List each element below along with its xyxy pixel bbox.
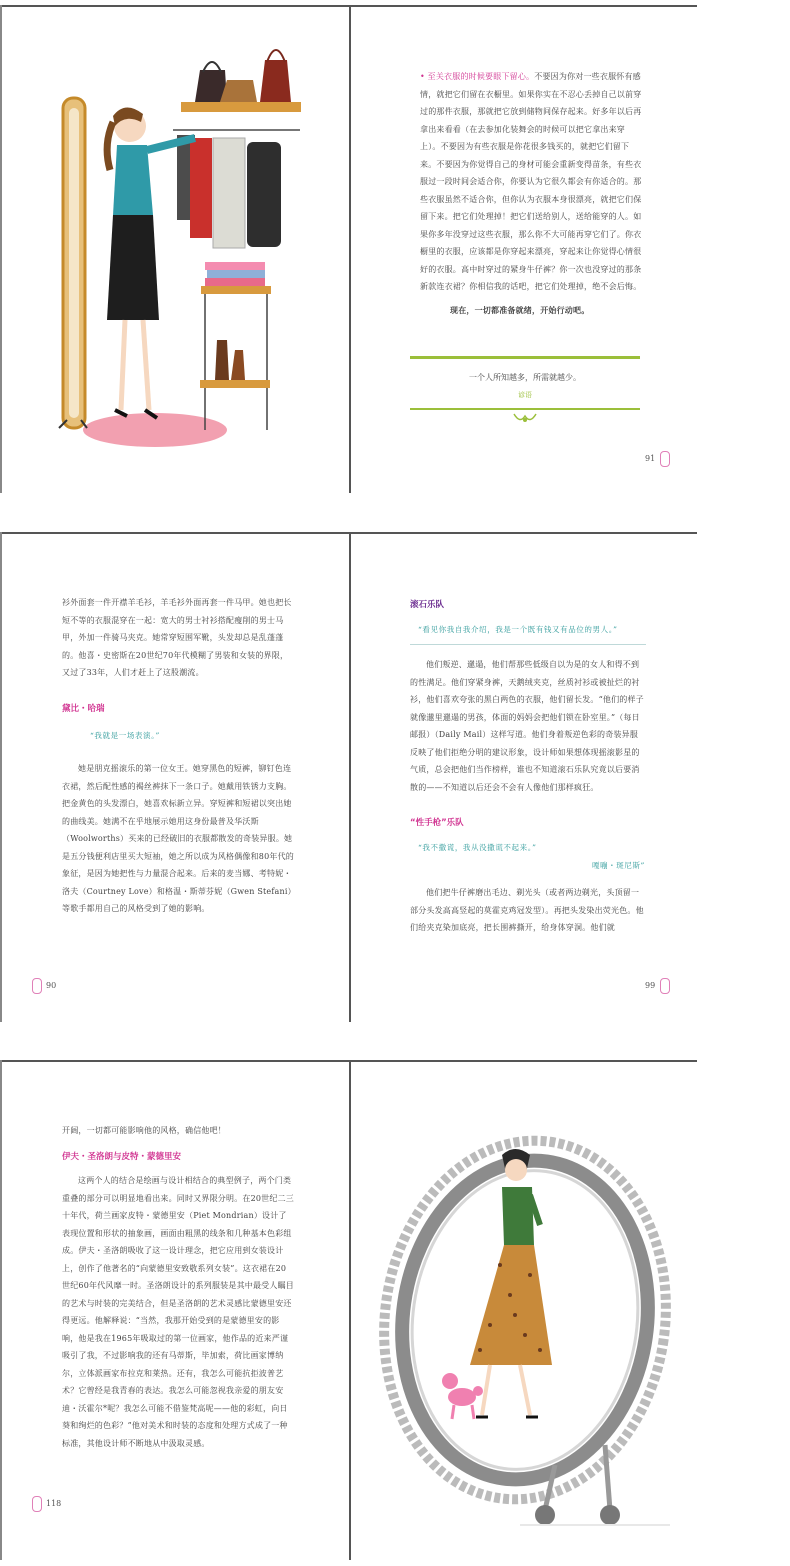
boxed-quote: 一个人所知越多，所需就越少。 xyxy=(469,373,581,382)
page-number: 90 xyxy=(46,981,57,990)
page-118-intro: 开阔，一切都可能影响他的风格，确信他吧！ xyxy=(62,1126,226,1135)
ornament-icon xyxy=(512,410,538,426)
section-quote-debbie: “我就是一场表演。” xyxy=(90,731,160,740)
section-body-ysl-text: 这两个人的结合是绘画与设计相结合的典型例子，两个门类重叠的部分可以明显地看出来。同时又界限分明。在20世纪二三十年代，荷兰画家皮特・蒙德里安（Piet Mondrian）设计了表现位置和形状的抽象画，画面由粗黑的线条和几种基本色彩组成。伊夫・圣洛朗吸收了这一设计理念，把它应用到女装设计上，创作了他著名的“向蒙德里安致敬系列女装”。这衣裙在20世纪60年代风靡一时。圣洛朗设计的系列服装是其中最受人瞩目的艺术与时装的完美结合，但是圣洛朗的艺术灵感比蒙德里安还得更远。他解释说：“当然，我那开始受到的是蒙德里安的影响，他是我在1965年吸取过的第一位画家，他作品的近来严谨吸引了我，不过影响我的还有马蒂斯，毕加索，荷比画家博纳尔，立体派画家布拉克和莱热。还有，我怎么可能抗拒波普艺术？它曾经是我青春的表达。我怎么可能忽视我亲爱的朋友安迪・沃霍尔*呢？我怎么可能不借鉴梵高呢——他的彩虹，向日葵和绚烂的色彩？”他对美术和时装的态度和处理方式成了一种标准，其他设计师不断地从中汲取灵感。 xyxy=(62,1176,294,1448)
left-edge-rule xyxy=(0,1060,2,1560)
spread-3 xyxy=(0,1060,790,1566)
quote-box-top-bar xyxy=(410,356,640,359)
section-quote-stones: “看见你我自我介绍，我是一个既有钱又有品位的男人。” xyxy=(418,625,618,634)
closing-line: 现在，一切都准备就绪，开始行动吧。 xyxy=(450,305,590,315)
page-marker-icon xyxy=(660,978,670,994)
mirror-woman-illustration xyxy=(370,1125,680,1535)
section-body-stones xyxy=(410,656,646,796)
section-heading-debbie: 黛比・哈瑞 xyxy=(62,704,105,714)
page-number: 99 xyxy=(645,981,656,990)
section-heading-pistols: “性手枪”乐队 xyxy=(410,818,464,828)
intro-paragraph: 衫外面套一件开襟羊毛衫，羊毛衫外面再套一件马甲。她也把长短不等的衣服混穿在一起：宽大的男士衬衫搭配瘦削的男士马甲，外加一件骑马夹克。她常穿短围军靴，头发却总是乱蓬蓬的。他喜・史密斯在20世纪70年代模糊了男装和女装的界限，又过了33年，人们才赶上了这股潮流。 xyxy=(62,598,292,677)
page-marker-icon xyxy=(660,451,670,467)
section-body-debbie-text: 她是朋克摇滚乐的第一位女王。她穿黑色的短裤，铆钉色连衣裙，然后配性感的褐丝裤抹下一条口子。她戴用铁锈力支胸。把金黄色的头发漂白，她喜欢标新立异。穿短裤和短裙以突出她的曲线美。她满不在乎地展示她用这身份最普及华沃斯（Woolworths）买来的已经破旧的衣服都散发的奇装异服。她是五分钱便利店里买大短袖，她之所以成为风格偶像和80年代的象征，是因为她把性与力量混合起来。后来的麦当娜、考特妮・洛夫（Courtney Love）和格温・斯蒂芬妮（Gwen Stefani）等歌手都用自己的风格受到了她的影响。 xyxy=(62,764,294,913)
section-body-ysl xyxy=(62,1172,294,1452)
teal-rule xyxy=(410,644,646,645)
section-body-debbie xyxy=(62,760,294,918)
section-heading-ysl: 伊夫・圣洛朗与皮特・蒙德里安 xyxy=(62,1152,182,1162)
paragraph-body: 不要因为你对一些衣服怀有感情，就把它们留在衣橱里。如果你实在不忍心丢掉自己以前穿过的那件衣服，那就把它放到储物间保存起来。好多年以后再拿出来看看（在去参加化装舞会的时候可以把它拿出来穿上）。不要因为有些衣服是你花很多钱买的，就把它们留下来。不要因为你觉得自己的身材可能会重新变得苗条，有些衣服过一段时间会适合你，你要认为它很久都会有你适合的。那些衣服虽然不适合你，但你认为衣服本身很漂亮，就把它们保留下来。把它们处理掉！把它们送给别人，送给能穿的人。如果你多年没穿过这些衣服，那么你不大可能再穿它们了。你衣橱里的衣服，应该都是你穿起来漂亮，穿起来让你觉得心情很好的衣服。高中时穿过的紧身牛仔裤？你一次也没穿过的那条新款连衣裙？你相信我的话吧，把它们处理掉，绝不会后悔。 xyxy=(420,72,642,291)
illustration-mirror xyxy=(370,1125,680,1535)
left-edge-rule xyxy=(0,5,2,493)
gutter-rule xyxy=(349,5,351,493)
page-number: 118 xyxy=(46,1499,62,1508)
section-body-stones-text: 他们叛逆、邋遢，他们帮那些低级自以为是的女人和得不到的性满足。他们穿紧身裤，天鹅绒夹克，丝质衬衫或被扯烂的衬衫，他们喜欢夸张的黑白两色的衣服，他们留长发。“他们的样子就像邋里邋遢的男孩，体面的妈妈会把他们锁在卧室里。”（每日邮报）（Daily Mail）这样写道。他们身着叛逆色彩的奇装异服反映了他们拒绝分明的建议形象，设计师如果想体现摇滚影星的气质，总会把他们当作榜样，谁也不知道滚石乐队究竟以后要消散的——不知道以后还会不会有人像他们那样疯狂。 xyxy=(410,660,644,792)
gutter-rule xyxy=(349,1060,351,1560)
left-edge-rule xyxy=(0,532,2,1022)
wardrobe-woman-illustration xyxy=(55,30,315,460)
section-body-pistols-text: 他们把牛仔裤磨出毛边、剃光头（或者两边剃光，头顶留一部分头发高高竖起的莫霍克鸡冠发型）。再把头发染出荧光色。他们给夹克染加底亮，把长围裤撕开，给身体穿洞。他们就 xyxy=(410,888,644,932)
boxed-attribution: 谚语 xyxy=(518,391,532,399)
spread-1 xyxy=(0,0,790,495)
page-marker-icon xyxy=(32,978,42,994)
page-number: 91 xyxy=(645,454,656,463)
section-heading-stones: 滚石乐队 xyxy=(410,600,445,610)
spread-2 xyxy=(0,532,790,1027)
page-90-text xyxy=(62,594,294,682)
gutter-rule xyxy=(349,532,351,1022)
section-body-pistols xyxy=(410,884,646,937)
bullet-lead: • 至关衣服的时候要眼下留心。 xyxy=(420,72,535,81)
illustration-wardrobe xyxy=(55,30,315,460)
page-marker-icon xyxy=(32,1496,42,1512)
page-91-text xyxy=(420,68,642,296)
section-quote-pistols: “我不撒谎，我从没撒谎不起来。” xyxy=(418,843,537,852)
section-attribution-pistols: 嘎嘣・斑尼斯” xyxy=(591,861,645,870)
